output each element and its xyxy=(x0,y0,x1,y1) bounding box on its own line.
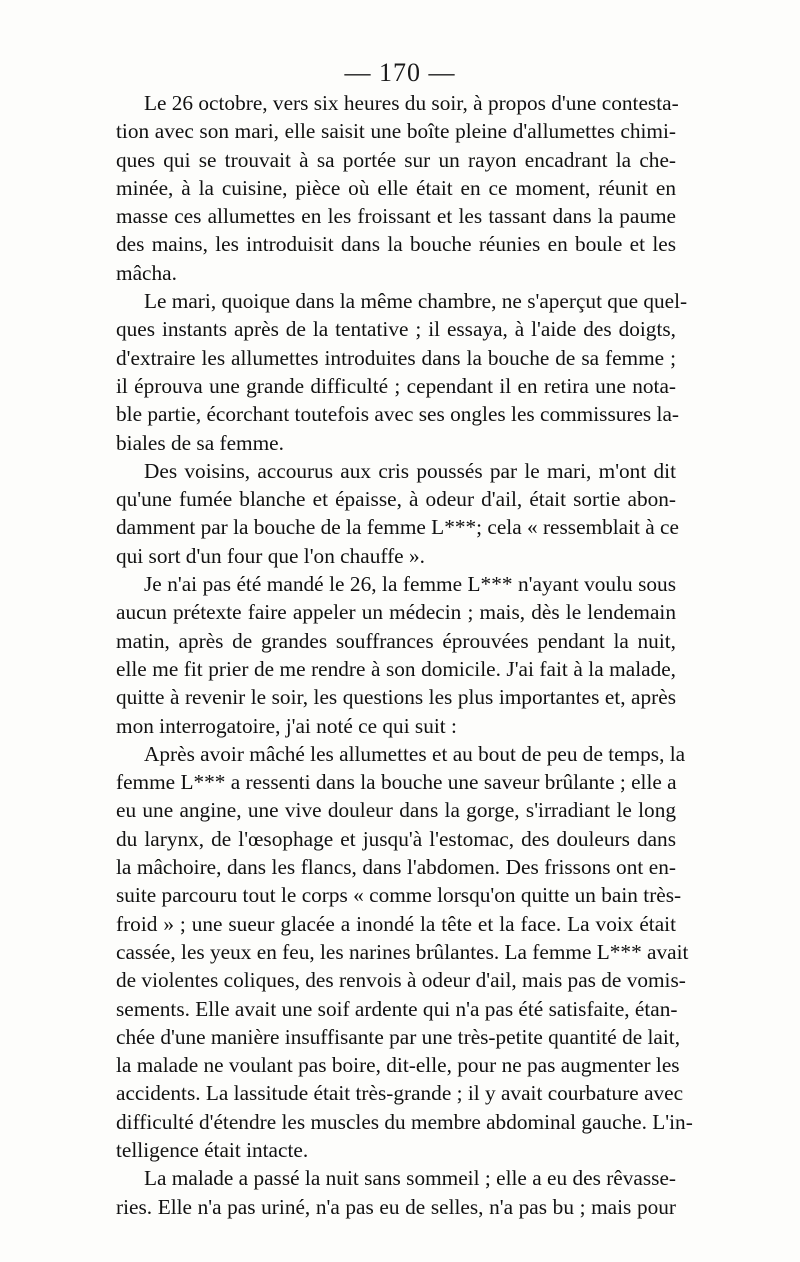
text-line: minée, à la cuisine, pièce où elle était en ce moment, réunit en xyxy=(116,175,676,200)
text-line: femme L*** a ressenti dans la bouche une saveur brûlante ; elle a xyxy=(116,770,677,795)
body-text xyxy=(116,89,693,1221)
text-line: de violentes coliques, des renvois à odeur d'ail, mais pas de vomis- xyxy=(116,968,686,993)
paragraph xyxy=(116,287,688,457)
text-line: cassée, les yeux en feu, les narines brûlantes. La femme L*** avait xyxy=(116,939,689,964)
paragraph xyxy=(116,89,679,287)
text-line: La malade a passé la nuit sans sommeil ; elle a eu des rêvasse- xyxy=(144,1166,676,1191)
text-line: accidents. La lassitude était très-grande ; il y avait courbature avec xyxy=(116,1081,684,1106)
text-line: damment par la bouche de la femme L***; cela « ressemblait à ce xyxy=(116,515,679,540)
text-line: matin, après de grandes souffrances éprouvées pendant la nuit, xyxy=(116,628,676,653)
text-line: sements. Elle avait une soif ardente qui n'a pas été satisfaite, étan- xyxy=(116,996,678,1021)
text-line: aucun prétexte faire appeler un médecin ; mais, dès le lendemain xyxy=(116,600,676,625)
text-line: mâcha. xyxy=(116,260,177,285)
text-line: Après avoir mâché les allumettes et au bout de peu de temps, la xyxy=(144,741,686,766)
text-line: elle me fit prier de me rendre à son domicile. J'ai fait à la malade, xyxy=(116,656,676,681)
text-line: suite parcouru tout le corps « comme lorsqu'on quitte un bain très- xyxy=(116,883,682,908)
text-line: qu'une fumée blanche et épaisse, à odeur d'ail, était sortie abon- xyxy=(116,487,676,512)
text-line: il éprouva une grande difficulté ; cependant il en retira une nota- xyxy=(116,373,676,398)
text-line: Je n'ai pas été mandé le 26, la femme L*** n'ayant voulu sous xyxy=(144,572,676,597)
text-line: chée d'une manière insuffisante par une très-petite quantité de lait, xyxy=(116,1024,681,1049)
text-line: d'extraire les allumettes introduites dans la bouche de sa femme ; xyxy=(116,345,676,370)
text-line: mon interrogatoire, j'ai noté ce qui suit : xyxy=(116,713,457,738)
paragraph xyxy=(116,457,679,570)
text-line: biales de sa femme. xyxy=(116,430,284,455)
paragraph xyxy=(116,740,693,1164)
text-line: froid » ; une sueur glacée a inondé la tête et la face. La voix était xyxy=(116,911,676,936)
text-line: la mâchoire, dans les flancs, dans l'abdomen. Des frissons ont en- xyxy=(116,855,676,880)
text-line: des mains, les introduisit dans la bouche réunies en boule et les xyxy=(116,232,676,257)
text-line: tion avec son mari, elle saisit une boîte pleine d'allumettes chimi- xyxy=(116,119,676,144)
text-line: ries. Elle n'a pas uriné, n'a pas eu de selles, n'a pas bu ; mais pour xyxy=(116,1194,676,1219)
text-line: Le mari, quoique dans la même chambre, ne s'aperçut que quel- xyxy=(144,289,688,314)
paragraph xyxy=(116,1164,676,1221)
text-line: ques qui se trouvait à sa portée sur un rayon encadrant la che- xyxy=(116,147,676,172)
text-line: difficulté d'étendre les muscles du membre abdominal gauche. L'in- xyxy=(116,1109,693,1134)
text-line: qui sort d'un four que l'on chauffe ». xyxy=(116,543,425,568)
text-line: ble partie, écorchant toutefois avec ses ongles les commissures la- xyxy=(116,402,679,427)
text-line: eu une angine, une vive douleur dans la gorge, s'irradiant le long xyxy=(116,798,676,823)
text-line: Le 26 octobre, vers six heures du soir, à propos d'une contesta- xyxy=(144,91,679,115)
text-line: la malade ne voulant pas boire, dit-elle, pour ne pas augmenter les xyxy=(116,1053,680,1078)
text-line: du larynx, de l'œsophage et jusqu'à l'estomac, des douleurs dans xyxy=(116,826,676,851)
paragraph xyxy=(116,570,676,740)
text-line: quitte à revenir le soir, les questions les plus importantes et, après xyxy=(116,685,676,710)
text-line: Des voisins, accourus aux cris poussés par le mari, m'ont dit xyxy=(144,458,676,483)
text-line: ques instants après de la tentative ; il essaya, à l'aide des doigts, xyxy=(116,317,676,342)
text-line: telligence était intacte. xyxy=(116,1137,309,1162)
page-number: — 170 — xyxy=(344,58,456,87)
text-line: masse ces allumettes en les froissant et les tassant dans la paume xyxy=(116,204,676,229)
